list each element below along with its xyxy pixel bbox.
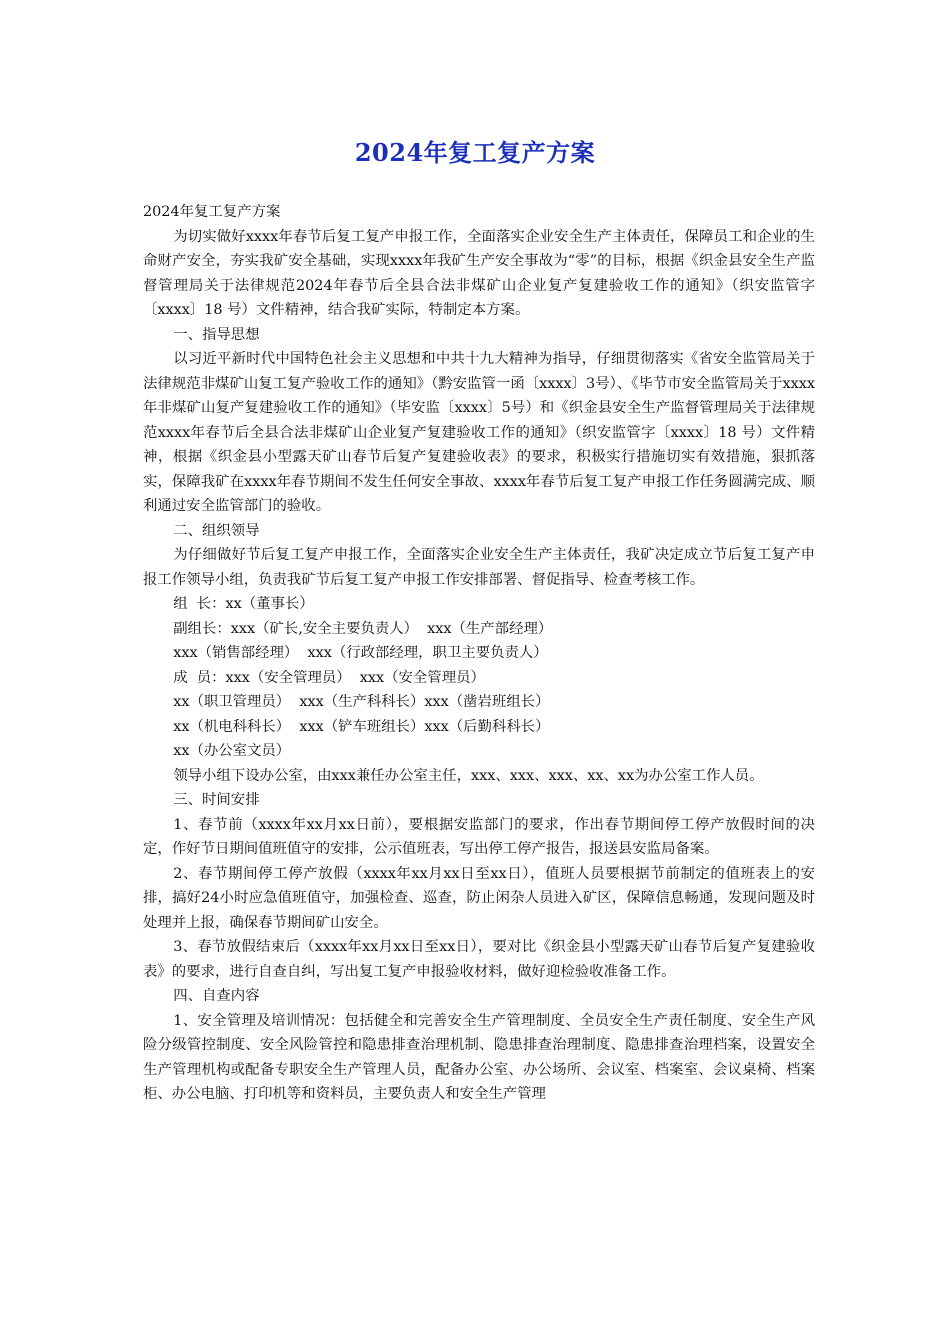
member-line: xx（机电科科长） xxx（铲车班组长）xxx（后勤科科长） [173,718,550,735]
member-line: 组 长：xx（董事长） [173,596,314,612]
member-line: xx（办公室文员） [173,743,291,759]
office-paragraph: 领导小组下设办公室，由xxx兼任办公室主任，xxx、xxx、xxx、xx、xx为办公室工作人员。 [173,767,764,784]
section-heading-organization: 二、组织领导 [173,522,260,539]
member-line: 副组长：xxx（矿长,安全主要负责人） xxx（生产部经理） [173,620,553,637]
section-heading-schedule: 三、时间安排 [173,792,260,808]
member-line: 成 员：xxx（安全管理员） xxx（安全管理员） [173,669,485,686]
member-line: xx（职卫管理员） xxx（生产科科长）xxx（凿岩班组长） [173,694,550,710]
schedule-item-2: 2、春节期间停工停产放假（xxxx年xx月xx日至xx日），值班人员要根据节前制定的值班表上的安排，搞好24小时应急值班值守，加强检查、巡查，防止闲杂人员进入矿区，保障信息畅通，发现问题及时处理并上报，确保春节期间矿山安全。 [143,865,815,931]
member-line: xxx（销售部经理） xxx（行政部经理，职卫主要负责人） [173,645,548,661]
schedule-item-1: 1、春节前（xxxx年xx月xx日前），要根据安监部门的要求，作出春节期间停工停产放假时间的决定，作好节日期间值班值守的安排，公示值班表，写出停工停产报告，报送县安监局备案。 [143,816,815,857]
section-heading-self-check: 四、自查内容 [173,988,260,1004]
subtitle-line: 2024年复工复产方案 [143,204,281,220]
self-check-item-1: 1、安全管理及培训情况：包括健全和完善安全生产管理制度、全员安全生产责任制度、安全生产风险分级管控制度、安全风险管控和隐患排查治理机制、隐患排查治理制度、隐患排查治理档案，设置安全生产管理机构或配备专职安全生产管理人员，配备办公室、办公场所、会议室、档案室、会议桌椅、档案柜、办公电脑、打印机等和资料员，主要负责人和安全生产管理 [143,1012,815,1102]
schedule-item-3: 3、春节放假结束后（xxxx年xx月xx日至xx日），要对比《织金县小型露天矿山春节后复产复建验收表》的要求，进行自查自纠，写出复工复产申报验收材料，做好迎检验收准备工作。 [143,939,815,980]
section-heading-guiding-ideology: 一、指导思想 [173,326,260,343]
document-body [143,200,815,1107]
organization-paragraph: 为仔细做好节后复工复产申报工作，全面落实企业安全生产主体责任，我矿决定成立节后复工复产申报工作领导小组，负责我矿节后复工复产申报工作安排部署、督促指导、检查考核工作。 [143,547,815,588]
intro-paragraph: 为切实做好xxxx年春节后复工复产申报工作，全面落实企业安全生产主体责任，保障员工和企业的生命财产安全，夯实我矿安全基础，实现xxxx年我矿生产安全事故为“零”的目标，根据《织金县安全生产监督管理局关于法律规范2024年春节后全县合法非煤矿山企业复产复建验收工作的通知》（织安监管字〔xxxx〕18 号）文件精神，结合我矿实际，特制定本方案。 [143,228,815,318]
guiding-ideology-paragraph: 以习近平新时代中国特色社会主义思想和中共十九大精神为指导，仔细贯彻落实《省安全监管局关于法律规范非煤矿山复工复产验收工作的通知》（黔安监管一函〔xxxx〕3号）、《毕节市安全监管局关于xxxx年非煤矿山复产复建验收工作的通知》（毕安监〔xxxx〕5号）和《织金县安全生产监督管理局关于法律规范xxxx年春节后全县合法非煤矿山企业复产复建验收工作的通知》（织安监管字〔xxxx〕18 号）文件精神，根据《织金县小型露天矿山春节后复产复建验收表》的要求，积极实行措施切实有效措施，狠抓落实，保障我矿在xxxx年春节期间不发生任何安全事故、xxxx年春节后复工复产申报工作任务圆满完成、顺利通过安全监管部门的验收。 [143,351,815,514]
document-title: 2024年复工复产方案 [354,138,596,167]
